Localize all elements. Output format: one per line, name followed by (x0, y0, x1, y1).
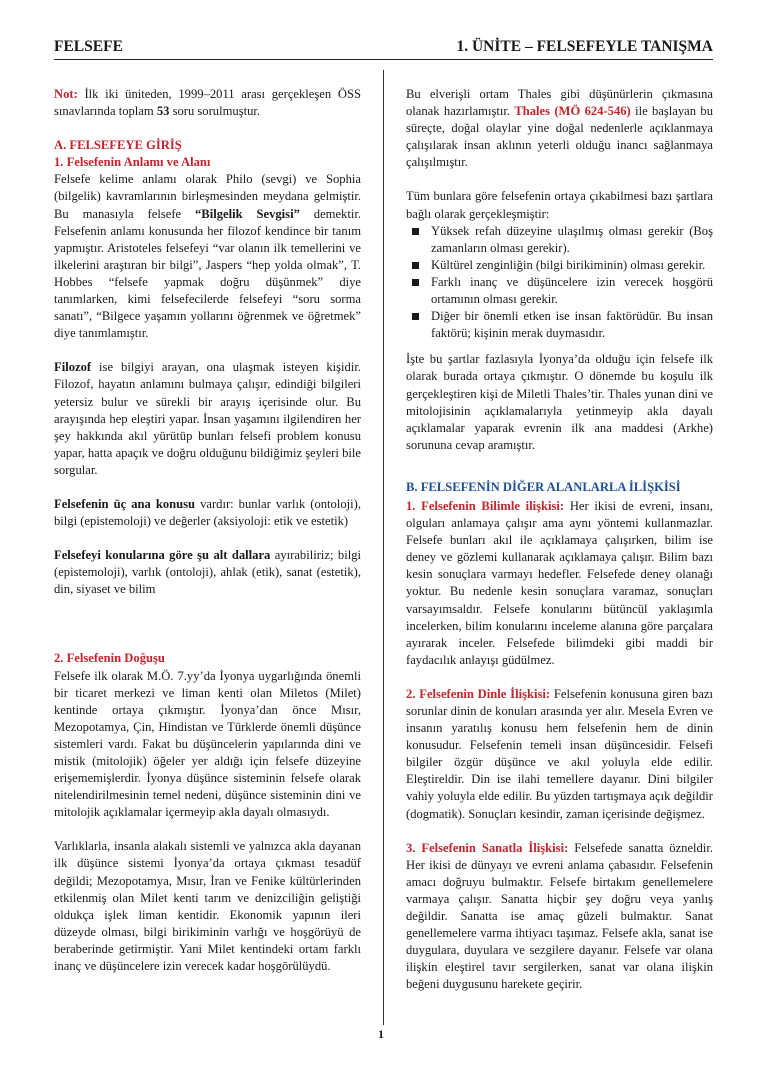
list-item-text: Diğer bir önemli etken ise insan faktörüdür. Bu insan faktörü; kişinin merak duymasıdır. (431, 309, 713, 341)
column-divider (383, 70, 384, 1025)
thales-dates: Thales (MÖ 624-546) (514, 104, 631, 119)
note-paragraph (54, 86, 361, 120)
paragraph-branches-text: ayırabiliriz; bilgi (epistemoloji), varlık (ontoloji), ahlak (etik), sanat (estetik), din, siyaset ve bilim (54, 548, 361, 597)
paragraph-main-topics-text: vardır: bunlar varlık (ontoloji), bilgi (epistemoloji) ve değerler (aksiyoloji: etik ve estetik) (54, 496, 361, 529)
paragraph-art-text: Felsefede sanatta özneldir. Her ikisi de dünyayı ve evreni anlama çabasıdır. Felsefenin amacı doğruyu bulmaktır. Felsefe birtakım genellemelere varmaya çalışır. Sanatta hiçbir şey doğru veya yanlış değildir. Sanatta ise amaç güzeli bulmaktır. Sanat genellemelere varma ihtiyacı taşımaz. Felsefe akla, sanat ise duygulara, duyulara ve sezgilere dayanır. Felsefe var olana ilişkin eleştirel tavır sergilerken, sanat var olana ilişkin beğeni duygusunu harekete geçirir. (406, 840, 713, 992)
note-text-2: soru sorulmuştur. (169, 104, 261, 119)
note-text-1: İlk iki üniteden, 1999–2011 arası gerçekleşen ÖSS sınavlarında toplam (54, 87, 361, 119)
square-bullet-icon (412, 262, 419, 269)
note-count: 53 (156, 104, 170, 119)
section-b-heading: B. FELSEFENİN DİĞER ALANLARLA İLİŞKİSİ (406, 479, 681, 494)
paragraph-branches (54, 547, 361, 598)
science-heading: 1. Felsefenin Bilimle ilişkisi: (406, 498, 565, 513)
note-label: Not: (54, 87, 78, 101)
paragraph-filozof (54, 359, 361, 479)
subsection-1-heading: 1. Felsefenin Anlamı ve Alanı (54, 155, 211, 170)
header-subject: FELSEFE (54, 38, 123, 55)
paragraph-meaning (54, 171, 361, 342)
list-item-text: Farklı inanç ve düşüncelere izin verecek hoşgörü ortamının olması gerekir. (431, 274, 713, 307)
list-item (406, 274, 713, 308)
main-topics-term: Felsefenin üç ana konusu (54, 496, 196, 511)
paragraph-filozof-text: ise bilgiyi arayan, ona ulaşmak isteyen kişidir. Filozof, hayatın anlamını bulmaya çalışır, edindiği bilgileri yetersiz bulur ve sürekli bir arayış içerisinde olur. Bu arayışında hep eleştiri yapar. İnsan yaşamını ilgilendiren her şey hakkında akıl yürütüp bunları felsefi problem konusu yapar, hatta apaçık ve doğru olduğunu bildiğimiz şeyleri bile sorgular. (54, 360, 361, 477)
bilgelik-sevgisi-term: “Bilgelik Sevgisi” (195, 206, 300, 221)
section-a-heading: A. FELSEFEYE GİRİŞ (54, 138, 182, 153)
paragraph-thales-text-c: ile başlayan bu süreçte, doğal olaylar yine doğal nedenlerle açıklanmaya çalışılarak insan aklının yeterli olduğu inancı sağlanmaya çalışılmıştır. (406, 104, 713, 170)
art-heading: 3. Felsefenin Sanatla İlişkisi: (406, 840, 569, 855)
square-bullet-icon (412, 313, 419, 320)
list-item (406, 308, 713, 342)
branches-term: Felsefeyi konularına göre şu alt dallara (54, 548, 271, 563)
paragraph-thales (406, 86, 713, 171)
square-bullet-icon (412, 279, 419, 286)
page-number: 1 (378, 1027, 384, 1041)
filozof-term: Filozof (54, 360, 92, 375)
paragraph-meaning-text-a: Felsefe kelime anlamı olarak Philo (sevgi) ve Sophia (bilgelik) kavramlarının birleşmesinden meydana gelmiştir. Bu manasıyla felsefe (54, 172, 361, 221)
square-bullet-icon (412, 228, 419, 235)
list-item-text: Yüksek refah düzeyine ulaşılmış olması gerekir (Boş zamanların olması gerekir). (431, 223, 713, 255)
subsection-2-heading: 2. Felsefenin Doğuşu (54, 651, 165, 666)
paragraph-science-text: Her ikisi de evreni, insanı, olguları anlamaya çalışır ama aynı yöntemi kullanmazlar. Felsefe bunları akıl ile açıklamaya çalışırken, bilim ise deney ve gözlemi kullanarak açıklamaya çalışır. Bilim bazı kesin sonuçlara varmayı hedefler. Felsefede deney olanağı yoktur. Bu nedenle kesin sonuçlara varamaz, sonuçları varsayımsaldır. Felsefe konularını bütüncül yaklaşımla incelerken, bilim konularını inceleme alanına göre parçalara ayırarak inceler. Felsefede bilimdeki gibi maddi bir faydacılık anlayışı güdülmez. (406, 498, 713, 667)
paragraph-thales-text-a: Bu elverişli ortam Thales gibi düşünürlerin çıkmasına olanak hazırlamıştır. (406, 87, 713, 119)
paragraph-conditions: Tüm bunlara göre felsefenin ortaya çıkabilmesi bazı şartlara bağlı olarak gerçekleşmiştir: (406, 189, 713, 221)
list-item (406, 257, 713, 274)
paragraph-religion-text: Felsefenin konusuna giren bazı sorunlar dinin de konuları arasında yer alır. Mesela Evren ve insanın yaratılış konusu hem felsefenin hem de dinin konusudur. Felsefenin temeli insan düşüncesidir. Felsefi bilgiler özgür düşünce ve akıl yoluyla elde edilir. Eleştireldir. Din ise ilahi temellere dayanır. Dini bilgiler vahiy yoluyla elde edilir. Bu yüzden tartışmaya açık değildir (dogmatik). Sonuçları kesindir, zaman içerisinde değişmez. (406, 686, 713, 821)
list-item (406, 223, 713, 257)
paragraph-religion (406, 686, 713, 823)
right-column (406, 86, 713, 1011)
paragraph-origin: Felsefe ilk olarak M.Ö. 7.yy’da İyonya uygarlığında önemli bir ticaret merkezi ve liman kenti olan Miletos (Milet) kentinde ortaya çıkmıştır. İyonya’dan önce Mısır, Mezopotamya, Çin, Hindistan ve Türklerde önemli düşünce sistemleri vardı. Fakat bu düşüncelerin yapılarında dini ve mistik (mitolojik) öğeler yer aldığı için felsefe düzeyine erişememişlerdir. İyonya düşünce sisteminin felsefe olarak nitelendirilmesinin temel nedeni, düşünce sisteminin dini ve mitolojik açıklamalar içermeyip akla dayalı olmasıydı. (54, 668, 361, 820)
paragraph-science (406, 498, 713, 669)
paragraph-art (406, 840, 713, 994)
page-header (54, 37, 713, 60)
paragraph-main-topics (54, 496, 361, 530)
paragraph-ionia: Varlıklarla, insanla alakalı sistemli ve yalnızca akla dayanan ilk düşünce sistemi İyonya’da ortaya çıkması tesadüf değildi; Mezopotamya, Mısır, İran ve Fenike kültürlerinden etkilenmiş olan Milet kenti tarım ve denizciliğin geliştiği oldukça işlek liman kentidir. Ekonomik yapının ileri düzeyde olması, bilgi birikiminin varlığı ve hoşgörüyü de beraberinde getirmiştir. Yani Milet kentindeki ortam farklı inanç ve düşüncelere izin verecek kadar hoşgörülüydü. (54, 839, 361, 974)
list-item-text: Kültürel zenginliğin (bilgi birikiminin) olması gerekir. (431, 257, 706, 272)
conditions-list (406, 223, 713, 343)
religion-heading: 2. Felsefenin Dinle İlişkisi: (406, 686, 551, 701)
left-column (54, 86, 361, 992)
header-unit-title: 1. ÜNİTE – FELSEFEYLE TANIŞMA (456, 38, 713, 55)
paragraph-miletus: İşte bu şartlar fazlasıyla İyonya’da olduğu için felsefe ilk olarak burada ortaya çıkmıştır. O dönemde bu koşulu ilk gerçekleştiren kişi de Miletli Thales’tir. Thales yunan dini ve mitolojisinin açıklamalarıyla yetinmeyip akla dayalı açıklamalar yaparak evrenin ilk ana maddesi (Arkhe) sorununa cevap aramıştır. (406, 352, 713, 452)
paragraph-meaning-text-c: demektir. Felsefenin anlamı konusunda her filozof kendince bir tanım yapmıştır. Aristoteles felsefeyi “var olanın ilk temellerini ve ilkelerini araştıran bir bilgi”, Jaspers “hep yolda olmak”, T. Hobbes “felsefe yapmak doğru düşünmek” diye tanımlarken, kimi felsefecilerde felsefeyi “soru sorma sanatı”, “Bilgece yaşamın yollarını öğrenmek ve öğretmek” diye tanımlamıştır. (54, 206, 361, 341)
